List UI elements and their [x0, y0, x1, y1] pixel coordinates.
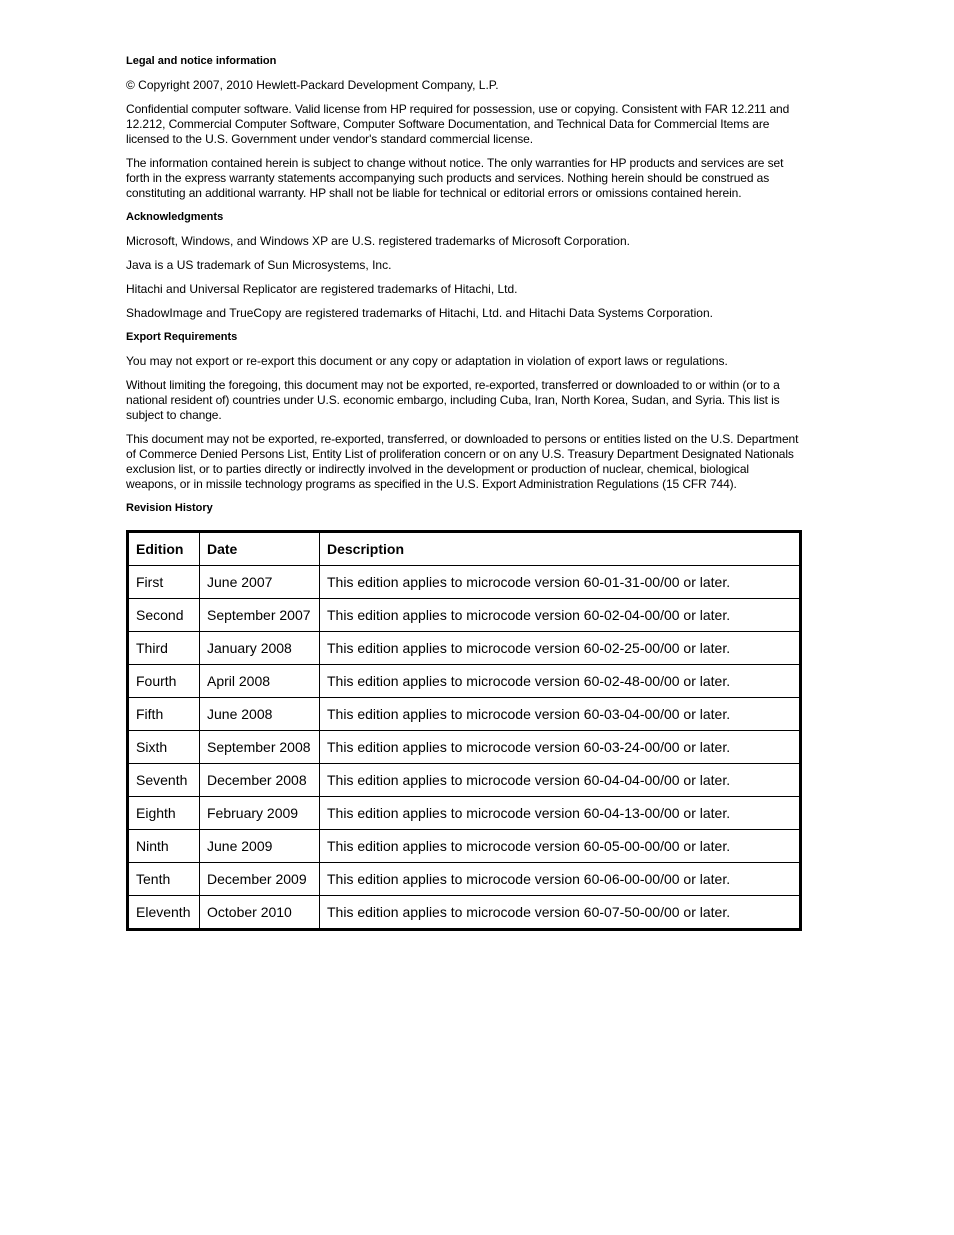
- edition-cell: First: [128, 566, 200, 599]
- column-header-date: Date: [200, 532, 320, 566]
- description-cell: This edition applies to microcode version 60-03-24-00/00 or later.: [320, 731, 801, 764]
- description-cell: This edition applies to microcode version 60-02-48-00/00 or later.: [320, 665, 801, 698]
- description-cell: This edition applies to microcode version 60-04-13-00/00 or later.: [320, 797, 801, 830]
- date-cell: June 2008: [200, 698, 320, 731]
- table-row: [128, 830, 801, 863]
- ack-shadowimage: ShadowImage and TrueCopy are registered trademarks of Hitachi, Ltd. and Hitachi Data Systems Corporation.: [126, 306, 713, 320]
- date-cell: January 2008: [200, 632, 320, 665]
- date-cell: December 2009: [200, 863, 320, 896]
- document-page: [126, 54, 802, 931]
- column-header-edition: Edition: [128, 532, 200, 566]
- ack-hitachi: Hitachi and Universal Replicator are registered trademarks of Hitachi, Ltd.: [126, 282, 518, 296]
- export-paragraph-2: Without limiting the foregoing, this document may not be exported, re-exported, transferred or downloaded to or within (or to a national resident of) countries under U.S. economic embargo, including Cuba, Iran, North Korea, Sudan, and Syria. This list is subject to change.: [126, 378, 780, 422]
- legal-heading: Legal and notice information: [126, 55, 277, 67]
- confidential-text: Confidential computer software. Valid license from HP required for possession, use or copying. Consistent with FAR 12.211 and 12.212, Commercial Computer Software, Computer Software Documentation, and Technical Data for Commercial Items are licensed to the U.S. Government under vendor's standard commercial license.: [126, 102, 790, 146]
- date-cell: April 2008: [200, 665, 320, 698]
- date-cell: October 2010: [200, 896, 320, 930]
- revision-history-table: [126, 530, 802, 931]
- table-row: [128, 764, 801, 797]
- edition-cell: Second: [128, 599, 200, 632]
- edition-cell: Third: [128, 632, 200, 665]
- table-row: [128, 896, 801, 930]
- description-cell: This edition applies to microcode version 60-03-04-00/00 or later.: [320, 698, 801, 731]
- edition-cell: Sixth: [128, 731, 200, 764]
- table-row: [128, 599, 801, 632]
- description-cell: This edition applies to microcode version 60-01-31-00/00 or later.: [320, 566, 801, 599]
- table-row: [128, 731, 801, 764]
- description-cell: This edition applies to microcode version 60-06-00-00/00 or later.: [320, 863, 801, 896]
- description-cell: This edition applies to microcode version 60-04-04-00/00 or later.: [320, 764, 801, 797]
- description-cell: This edition applies to microcode version 60-05-00-00/00 or later.: [320, 830, 801, 863]
- description-cell: This edition applies to microcode version 60-02-25-00/00 or later.: [320, 632, 801, 665]
- table-row: [128, 698, 801, 731]
- description-cell: This edition applies to microcode version 60-07-50-00/00 or later.: [320, 896, 801, 930]
- table-row: [128, 632, 801, 665]
- date-cell: June 2007: [200, 566, 320, 599]
- date-cell: September 2007: [200, 599, 320, 632]
- ack-java: Java is a US trademark of Sun Microsystems, Inc.: [126, 258, 392, 272]
- table-row: [128, 665, 801, 698]
- table-row: [128, 797, 801, 830]
- acknowledgments-heading: Acknowledgments: [126, 211, 224, 223]
- edition-cell: Eighth: [128, 797, 200, 830]
- table-row: [128, 863, 801, 896]
- date-cell: February 2009: [200, 797, 320, 830]
- edition-cell: Tenth: [128, 863, 200, 896]
- information-text: The information contained herein is subject to change without notice. The only warranties for HP products and services are set forth in the express warranty statements accompanying such products and services. Nothing herein should be construed as constituting an additional warranty. HP shall not be liable for technical or editorial errors or omissions contained herein.: [126, 156, 784, 200]
- date-cell: December 2008: [200, 764, 320, 797]
- description-cell: This edition applies to microcode version 60-02-04-00/00 or later.: [320, 599, 801, 632]
- edition-cell: Ninth: [128, 830, 200, 863]
- export-paragraph-1: You may not export or re-export this document or any copy or adaptation in violation of export laws or regulations.: [126, 354, 728, 368]
- table-header-row: [128, 532, 801, 566]
- ack-microsoft: Microsoft, Windows, and Windows XP are U.S. registered trademarks of Microsoft Corporation.: [126, 234, 630, 248]
- export-paragraph-3: This document may not be exported, re-exported, transferred, or downloaded to persons or entities listed on the U.S. Department of Commerce Denied Persons List, Entity List of proliferation concern or on any U.S. Treasury Department Designated Nationals exclusion list, or to parties directly or indirectly involved in the development or production of nuclear, chemical, biological weapons, or in missile technology programs as specified in the U.S. Export Administration Regulations (15 CFR 744).: [126, 432, 799, 491]
- table-row: [128, 566, 801, 599]
- edition-cell: Fourth: [128, 665, 200, 698]
- edition-cell: Seventh: [128, 764, 200, 797]
- date-cell: June 2009: [200, 830, 320, 863]
- revision-history-heading: Revision History: [126, 502, 213, 514]
- date-cell: September 2008: [200, 731, 320, 764]
- copyright-text: © Copyright 2007, 2010 Hewlett-Packard Development Company, L.P.: [126, 78, 499, 92]
- column-header-description: Description: [320, 532, 801, 566]
- export-heading: Export Requirements: [126, 331, 238, 343]
- edition-cell: Fifth: [128, 698, 200, 731]
- edition-cell: Eleventh: [128, 896, 200, 930]
